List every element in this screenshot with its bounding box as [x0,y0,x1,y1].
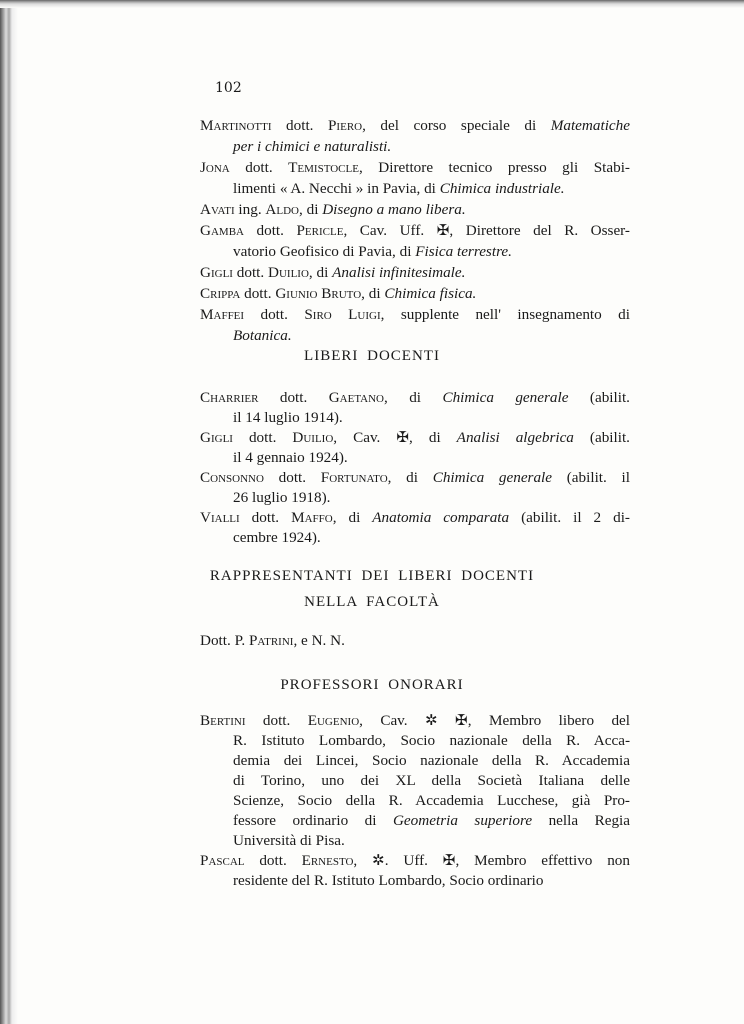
entry-text: dott. [248,429,293,446]
entry-text: limenti « A. Necchi » in Pavia, di [233,180,440,197]
list-entry [200,157,630,199]
entry-line [200,388,630,408]
incaricati-list [200,115,630,346]
entry-text: (abilit. il 2 di- [509,509,630,526]
entry-line [200,508,630,528]
entry-line [200,851,630,871]
page-number: 102 [215,80,242,96]
entry-text: dott. [245,159,289,176]
person-name: Patrini [248,632,294,649]
entry-text: , supplente nell' insegnamento di [380,306,630,323]
entry-text: , del corso speciale di [362,117,551,134]
person-name: Eugenio [307,712,360,729]
person-name: Ernesto [301,852,354,869]
rappresentanti-list [200,630,630,651]
scan-page-edge-top [0,0,744,8]
entry-text: , e N. N. [293,632,345,649]
entry-line [200,751,630,771]
person-name: Maffei [200,306,261,323]
list-entry [200,220,630,262]
list-entry [200,428,630,468]
entry-text: Università di Pisa. [233,832,345,849]
list-entry [200,283,630,304]
heading-rappresentanti: RAPPRESENTANTI DEI LIBERI DOCENTI [209,568,535,584]
list-entry [200,304,630,346]
entry-line [200,791,630,811]
subject-text: Matematiche [550,117,630,134]
entry-text: dott. [279,389,329,406]
entry-text: dott. [278,469,321,486]
subject-text: per i chimici e naturalisti. [233,138,392,155]
entry-line [200,115,630,136]
entry-text: , di [308,264,333,281]
list-entry [200,851,630,891]
person-name: Maffo [291,509,333,526]
entry-text: residente del R. Istituto Lombardo, Socio ordinario [233,872,544,889]
entry-text: (abilit. [573,429,630,446]
entry-text: ing. [238,201,266,218]
entry-text: 26 luglio 1918). [233,489,331,506]
list-entry [200,262,630,283]
entry-line [200,488,630,508]
subject-text: Disegno a mano libera. [322,201,466,218]
entry-text: vatorio Geofisico di Pavia, di [233,243,416,260]
scan-page-edge-left [0,0,18,1024]
entry-text: Dott. P. [200,632,249,649]
subject-text: Anatomia comparata [372,509,510,526]
subject-text: Fisica terrestre. [415,243,512,260]
person-name: Avati [200,201,239,218]
entry-text: , Cav. ✲ ✠, Membro libero del [359,712,630,729]
entry-text: Scienze, Socio della R. Accademia Lucchese, già Pro- [233,792,630,809]
entry-line [200,157,630,178]
entry-text: dott. [260,306,305,323]
entry-text: dott. [236,264,268,281]
person-name: Consonno [200,469,279,486]
entry-line [200,283,630,304]
entry-text: , di [384,389,443,406]
person-name: Gigli [200,264,237,281]
liberi-docenti-list [200,388,630,548]
entry-text: dott. [256,222,297,239]
entry-line [200,304,630,325]
heading-liberi-docenti: LIBERI DOCENTI [304,348,440,364]
entry-text: dott. [244,285,276,302]
list-entry [200,388,630,428]
subject-text: Chimica industriale. [439,180,565,197]
person-name: Fortunato [320,469,388,486]
entry-text: , di [299,201,323,218]
entry-text: fessore ordinario di [233,812,393,829]
entry-text: , di [332,509,373,526]
entry-text: cembre 1924). [233,529,321,546]
entry-text: , di [387,469,433,486]
entry-text: dott. [259,852,302,869]
list-entry [200,199,630,220]
entry-text: il 14 luglio 1914). [233,409,343,426]
entry-text: (abilit. [568,389,630,406]
entry-line [200,241,630,262]
person-name: Pascal [200,852,260,869]
entry-text: dott. [262,712,308,729]
person-name: Duilio [268,264,309,281]
person-name: Giunio Bruto [275,285,362,302]
person-name: Siro Luigi [304,306,381,323]
entry-text: , ✲. Uff. ✠, Membro effettivo non [353,852,630,869]
entry-line [200,178,630,199]
entry-text: dott. [251,509,292,526]
entry-line [200,811,630,831]
entry-line [200,199,630,220]
professori-onorari-list [200,711,630,891]
list-entry [200,508,630,548]
entry-text: , Direttore tecnico presso gli Stabi- [358,159,630,176]
entry-line [200,711,630,731]
person-name: Piero [327,117,363,134]
person-name: Temistocle [288,159,359,176]
entry-text: di Torino, uno dei XL della Società Italiana delle [233,772,630,789]
entry-text: , Cav. Uff. ✠, Direttore del R. Osser- [343,222,630,239]
person-name: Gigli [200,429,249,446]
entry-line [200,630,630,651]
entry-line [200,468,630,488]
subject-text: Chimica fisica. [384,285,477,302]
entry-text: (abilit. il [552,469,630,486]
person-name: Gaetano [328,389,384,406]
heading-nella-facolta: NELLA FACOLTÀ [304,594,440,610]
person-name: Vialli [200,509,252,526]
subject-text: Botanica. [233,327,292,344]
list-entry [200,630,630,651]
entry-text: dott. [286,117,328,134]
entry-text: demia dei Lincei, Socio nazionale della R. Accademia [233,752,630,769]
person-name: Aldo [265,201,299,218]
person-name: Duilio [292,429,334,446]
entry-line [200,731,630,751]
entry-line [200,831,630,851]
subject-text: Analisi infinitesimale. [332,264,466,281]
entry-text: nella Regia [532,812,630,829]
person-name: Pericle [296,222,344,239]
subject-text: Chimica generale [432,469,553,486]
entry-line [200,771,630,791]
list-entry [200,115,630,157]
entry-line [200,408,630,428]
entry-line [200,528,630,548]
entry-line [200,871,630,891]
subject-text: Geometria superiore [392,812,533,829]
entry-line [200,220,630,241]
person-name: Bertini [200,712,263,729]
heading-professori-onorari: PROFESSORI ONORARI [280,677,464,693]
entry-text: il 4 gennaio 1924). [233,449,348,466]
entry-line [200,325,630,346]
entry-text: , Cav. ✠, di [333,429,457,446]
person-name: Martinotti [200,117,287,134]
subject-text: Chimica generale [442,389,569,406]
entry-line [200,262,630,283]
entry-line [200,428,630,448]
entry-text: R. Istituto Lombardo, Socio nazionale della R. Acca- [233,732,630,749]
entry-line [200,136,630,157]
subject-text: Analisi algebrica [456,429,574,446]
person-name: Jona [200,159,246,176]
entry-text: , di [361,285,385,302]
person-name: Gamba [200,222,257,239]
entry-line [200,448,630,468]
list-entry [200,711,630,851]
list-entry [200,468,630,508]
person-name: Charrier [200,389,280,406]
person-name: Crippa [200,285,245,302]
